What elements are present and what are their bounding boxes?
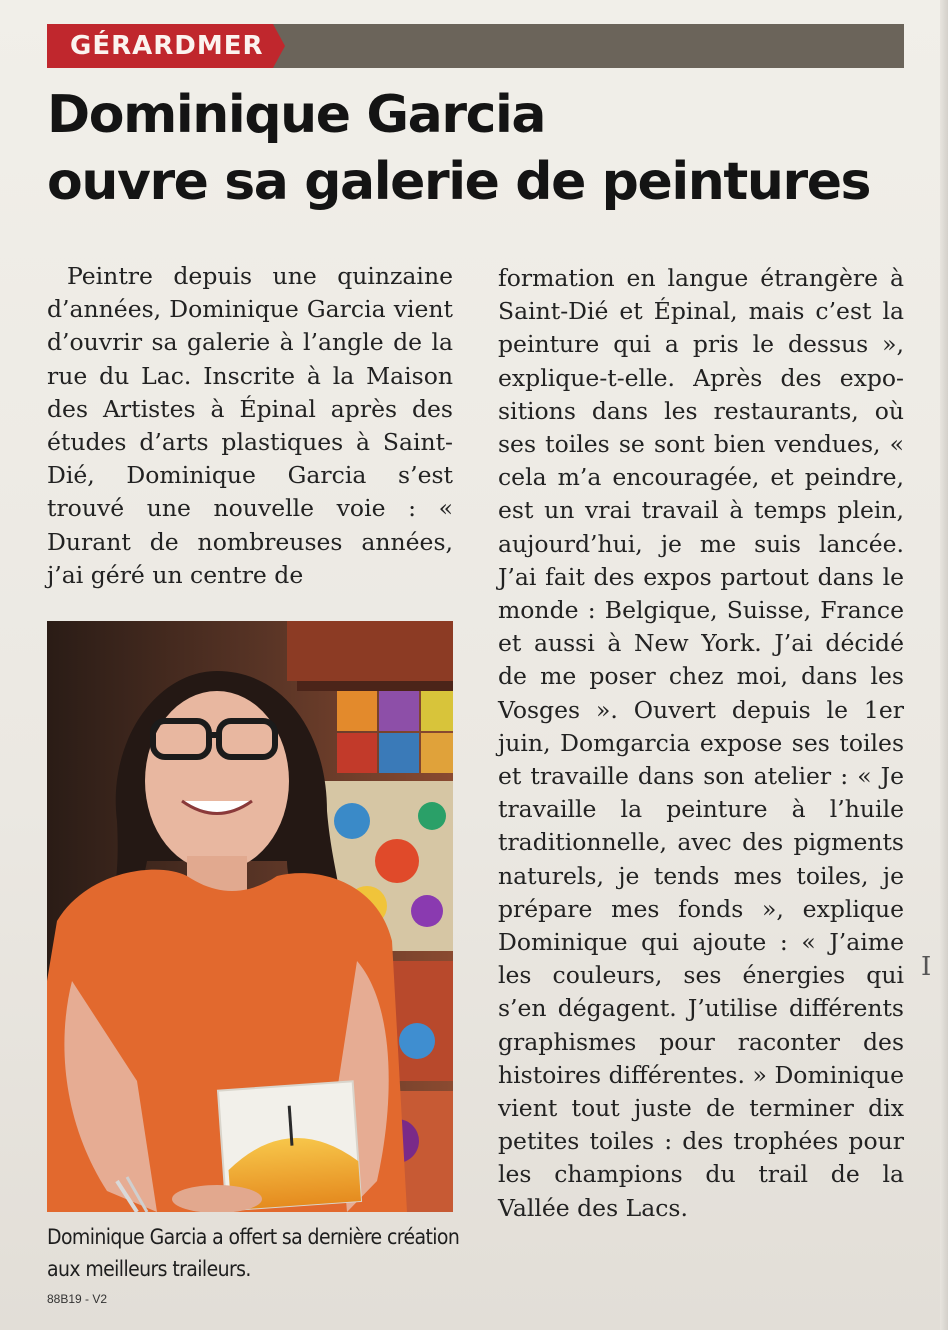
photo-caption: Dominique Garcia a offert sa dernière création aux meilleurs traileurs. [47, 1225, 460, 1281]
portrait-photo-illustration [47, 621, 453, 1212]
article-text-right-column: formation en langue étrangère à Saint-Dié et Épinal, mais c’est la peinture qui a pris le dessus », explique-t-elle. Après des expositions dans les restaurants, où ses toiles se sont bien vendues, « cela m’a encouragée, et peindre, est un vrai travail à temps plein, aujourd’hui, je me suis lancée. J’ai fait des expos partout dans le monde : Belgique, Suisse, France et aussi à New York. J’ai décidé de me poser chez moi, dans les Vosges ». Ouvert depuis le 1er juin, Domgarcia expose ses toiles et travaille dans son atelier : « Je travaille la peinture à l’huile traditionnelle, avec des pigments naturels, je tends mes toiles, je prépare mes fonds », explique Dominique qui ajoute : « J’aime les couleurs, ses énergies qui s’en dégagent. J’utilise différents graphismes pour raconter des histoires différentes. » Dominique vient tout juste de terminer dix petites toiles : des trophées pour les champions du trail de la Vallée des Lacs. [498, 264, 904, 1222]
page-code: 88B19 - V2 [47, 1292, 108, 1306]
headline-line-1: Dominique Garcia [47, 85, 546, 145]
article-text-left-column: Peintre depuis une quinzaine d’années, Dominique Garcia vient d’ouvrir sa galerie à l’angle de la rue du Lac. Inscrite à la Maison des Artistes à Épinal après des études d’arts plastiques à Saint-Dié, Dominique Garcia s’est trouvé une nouvelle voie : « Durant de nombreuses années, j’ai géré un centre de [47, 262, 453, 589]
page-edge [940, 0, 948, 1330]
section-label: GÉRARDMER [70, 31, 264, 61]
article-photo [47, 621, 453, 1212]
text-cursor-icon: I [921, 952, 932, 982]
headline-line-2: ouvre sa galerie de peintures [47, 152, 871, 212]
article-headline [47, 82, 927, 216]
